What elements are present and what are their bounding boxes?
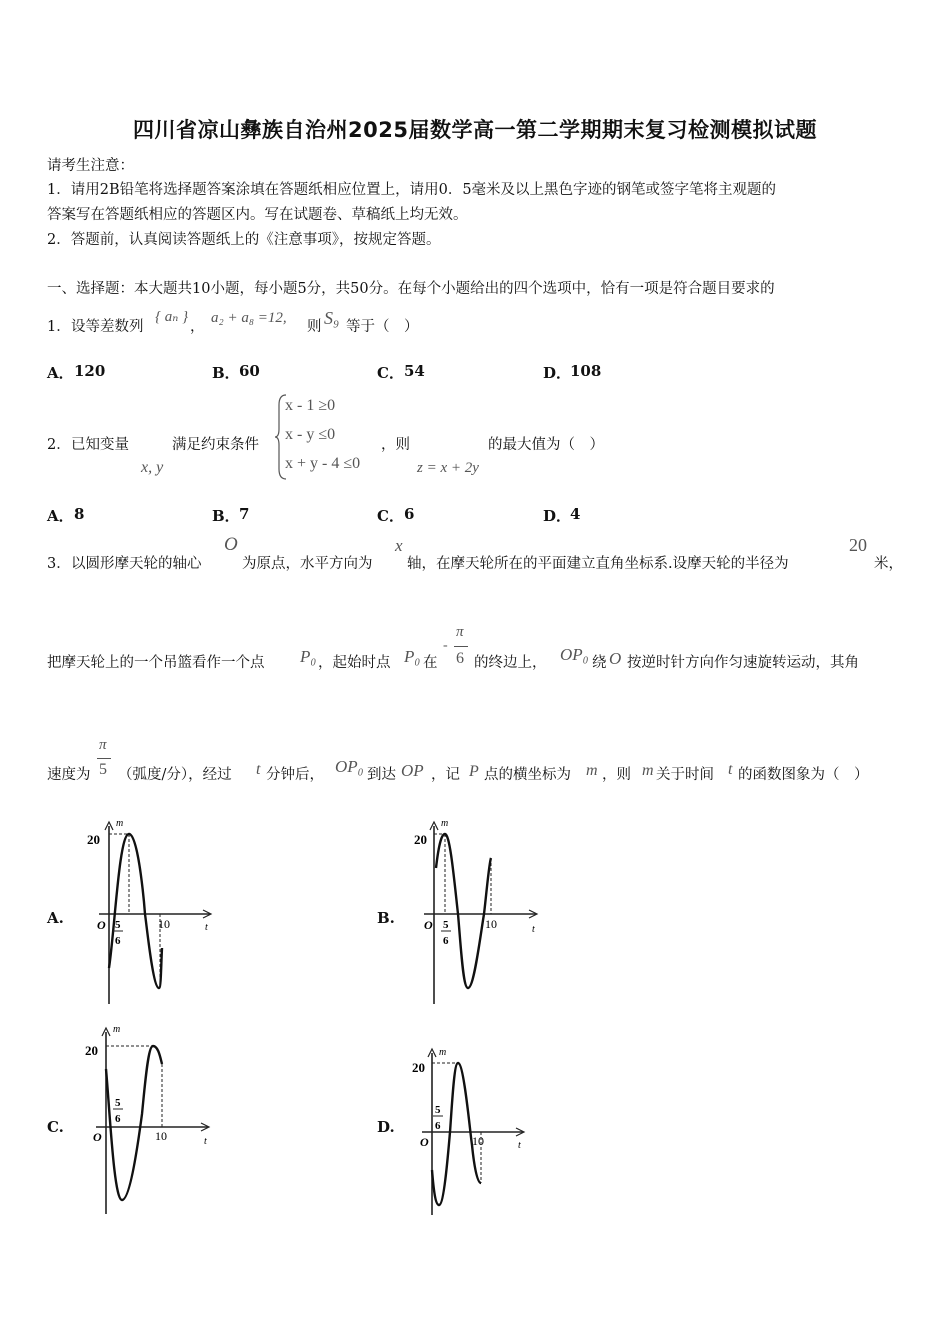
q2-option-b-label: B． [212,507,240,525]
notice-heading: 请考生注意： [47,158,134,174]
q2-constraint-1: x - 1 ≥0 [285,397,336,414]
notice-line-2: 答案写在答题纸相应的答题区内。写在试题卷、草稿纸上均无效。 [47,207,468,223]
notice-line-1: 1．请用2B铅笔将选择题答案涂填在答题纸相应位置上，请用0．5毫米及以上黑色字迹的钢笔或签字笔将主观题的 [47,182,777,198]
q3-fraction-bar [454,646,468,647]
q3-x-axis: x [395,536,403,555]
page-title: 四川省凉山彝族自治州2025届数学高一第二学期期末复习检测模拟试题 [133,118,817,142]
label-20: 20 [414,832,427,847]
q3-text-a1: 以圆形摩天轮的轴心 [71,556,202,572]
label-20: 20 [87,832,100,847]
q3-option-a-label[interactable]: A. [47,909,64,927]
label-20: 20 [85,1043,98,1058]
q3-text-c4: 到达 [367,767,396,783]
q3-t: t [256,761,261,778]
q2-option-a-label: A． [47,507,74,525]
q1-condition: a₂ + a₈ =12, [211,310,287,326]
q3-text-a3: 轴，在摩天轮所在的平面建立直角坐标系.设摩天轮的半径为 [407,556,789,572]
q3-fraction-bar-2 [97,758,111,759]
q3-graph-a[interactable] [85,818,225,1008]
q2-text-3: ，则 [381,437,410,453]
q3-text-b6: 按逆时针方向作匀速旋转运动，其角 [627,655,859,671]
frac-num: 5 [115,1097,121,1109]
axis-label-m: m [441,818,449,829]
label-10: 10 [472,1134,484,1148]
q2-text-2: 满足约束条件 [172,437,259,453]
q3-pi: π [456,624,464,640]
axis-label-m: m [113,1024,121,1035]
q2-ask: 的最大值为（ ） [488,437,604,453]
frac-den: 6 [443,935,449,947]
q2-option-a[interactable]: 8 [74,505,85,523]
q2-vars: x, y [141,459,164,476]
label-20: 20 [412,1060,425,1075]
q3-radius: 20 [849,535,867,555]
q3-text-b2: ，起始时点 [318,655,391,671]
q3-text-c5: ，记 [431,767,460,783]
q1-option-a-label: A． [47,364,74,382]
q1-comma: ， [190,319,205,335]
q1-number: 1． [47,319,71,335]
q2-option-c[interactable]: 6 [404,505,415,523]
q1-option-b[interactable]: 60 [239,362,260,380]
axis-label-m: m [116,818,124,829]
q3-m: m [586,762,598,779]
q3-six: 6 [456,650,464,667]
curve [109,834,162,988]
label-10: 10 [155,1129,167,1143]
axis-label-t: t [205,922,208,933]
q3-p0: P₀ [300,647,317,666]
q3-text-a4: 米， [874,556,903,572]
notice-line-3: 2．答题前，认真阅读答题纸上的《注意事项》，按规定答题。 [47,232,441,248]
q2-constraint-3: x + y - 4 ≤0 [285,455,361,472]
q1-text: 设等差数列 [71,319,144,335]
q2-option-d[interactable]: 4 [570,505,581,523]
q3-op: OP [401,761,424,780]
q3-p0-2: P₀ [404,647,421,666]
q3-text-a2: 为原点，水平方向为 [242,556,373,572]
q3-text-c6: 点的横坐标为 [484,767,571,783]
q3-option-c-label[interactable]: C. [47,1118,64,1136]
q3-option-b-label[interactable]: B. [377,909,395,927]
q3-graph-c[interactable] [80,1024,220,1219]
q3-text-c7: ，则 [602,767,631,783]
q3-text-c8: 关于时间 [656,767,714,783]
q1-option-c-label: C． [377,364,404,382]
q3-text-c3: 分钟后， [266,767,324,783]
q3-text-b3: 在 [423,655,438,671]
curve [436,834,491,988]
q3-text-b5: 绕 [592,655,607,671]
section-heading: 一、选择题：本大题共10小题，每小题5分，共50分。在每个小题给出的四个选项中，恰有一项是符合题目要求的 [47,281,775,297]
frac-num: 5 [443,919,449,931]
q2-option-c-label: C． [377,507,404,525]
q3-pi-2: π [99,737,107,753]
q3-op0: OP₀ [560,645,589,664]
frac-num: 5 [115,919,121,931]
origin-label: O [93,1130,102,1144]
q2-text: 已知变量 [71,437,129,453]
frac-num: 5 [435,1104,441,1116]
q3-op0-2: OP₀ [335,757,364,776]
q3-text-c9: 的函数图象为（ ） [738,767,869,783]
q2-option-d-label: D． [543,507,572,525]
q3-option-d-label[interactable]: D. [377,1118,395,1136]
axis-label-t: t [204,1136,207,1147]
q3-p: P [469,763,479,780]
frac-den: 6 [115,1113,121,1125]
frac-den: 6 [435,1120,441,1132]
q2-number: 2． [47,437,71,453]
origin-label: O [97,918,106,932]
label-10: 10 [158,917,170,931]
q1-option-b-label: B． [212,364,240,382]
q3-text-b4: 的终边上， [474,655,547,671]
q3-t-2: t [728,761,733,778]
q1-option-a[interactable]: 120 [74,362,106,380]
q3-graph-b[interactable] [408,818,548,1008]
q3-five: 5 [99,761,107,778]
q3-text-b1: 把摩天轮上的一个吊篮看作一个点 [47,655,265,671]
q1-option-c[interactable]: 54 [404,362,425,380]
q1-sequence: { aₙ } [155,309,189,325]
q1-s9: S₉ [324,308,340,328]
q2-option-b[interactable]: 7 [239,505,250,523]
q3-text-c1: 速度为 [47,767,91,783]
q3-text-c2: （弧度/分），经过 [118,767,232,783]
frac-den: 6 [115,935,121,947]
label-10: 10 [485,917,497,931]
origin-label: O [424,918,433,932]
q3-origin-2: O [609,649,622,668]
q2-constraint-2: x - y ≤0 [285,426,336,443]
q2-objective: z = x + 2y [417,460,479,476]
q3-origin: O [224,534,238,555]
q1-option-d-label: D． [543,364,572,382]
q3-m-2: m [642,762,654,779]
q3-number: 3． [47,556,71,572]
origin-label: O [420,1135,429,1149]
q1-ask: 等于（ ） [346,319,419,335]
q1-then: 则 [307,319,322,335]
q3-neg-sign: - [443,638,448,653]
axis-label-m: m [439,1047,447,1058]
axis-label-t: t [518,1140,521,1151]
axis-label-t: t [532,924,535,935]
q1-option-d[interactable]: 108 [570,362,602,380]
q3-graph-d[interactable] [408,1045,538,1220]
